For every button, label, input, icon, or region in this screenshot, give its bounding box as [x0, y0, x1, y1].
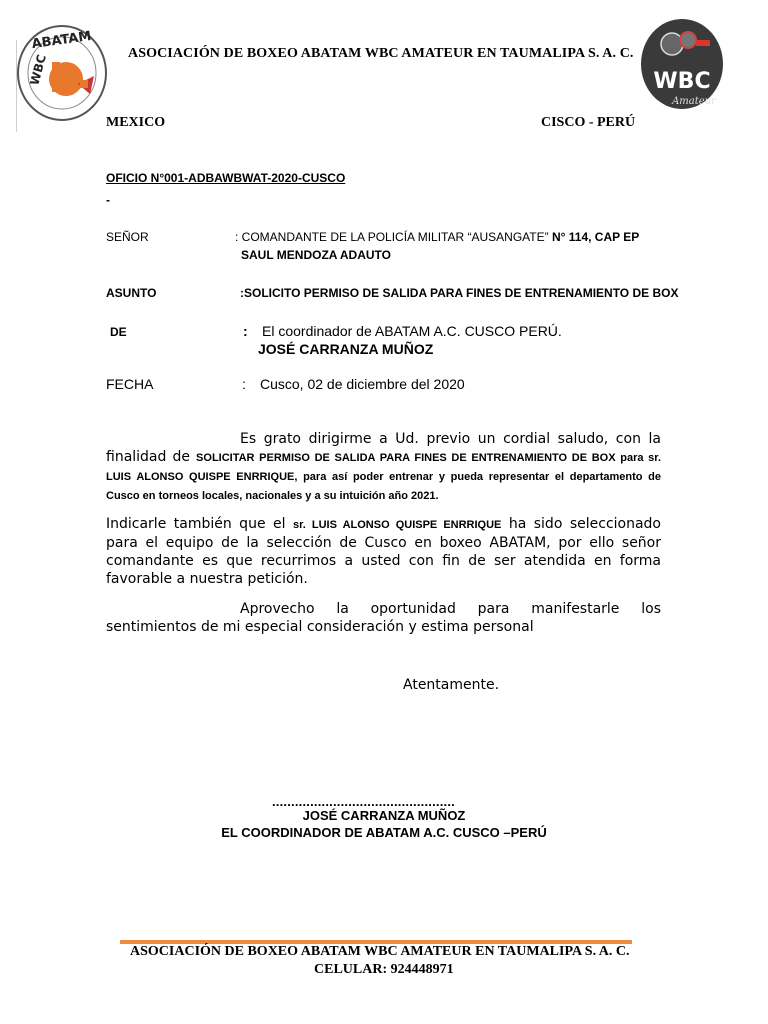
footer-line-2: CELULAR: 924448971	[314, 962, 454, 977]
fecha-value: Cusco, 02 de diciembre del 2020	[260, 376, 465, 392]
header-title: ASOCIACIÓN DE BOXEO ABATAM WBC AMATEUR EN TAUMALIPA S. A. C.	[128, 46, 634, 61]
signature-line: ................................................	[272, 794, 455, 809]
oficio-number: OFICIO N°001-ADBAWBWAT-2020-CUSCO	[106, 171, 346, 185]
de-value-name: JOSÉ CARRANZA MUÑOZ	[258, 341, 434, 357]
senor-value-bold: N° 114, CAP EP	[551, 230, 640, 244]
abatam-logo	[16, 24, 108, 122]
body-paragraph-2-text-b: ha sido seleccionado para el equipo de la selección de Cusco en boxeo ABATAM, por ello señor comandante es que recurrimos a usted con fin de ser atendida en forma favorable a nuestra petición.	[106, 516, 661, 587]
body-paragraph-2-text-a: Indicarle también que el	[106, 516, 293, 532]
de-value-line: El coordinador de ABATAM A.C. CUSCO PERÚ.	[262, 323, 562, 339]
signature-name: JOSÉ CARRANZA MUÑOZ	[302, 808, 466, 823]
body-paragraph-2	[106, 515, 661, 588]
fecha-colon: :	[242, 376, 246, 392]
fecha-label: FECHA	[106, 376, 154, 392]
dash-mark: -	[106, 193, 110, 207]
body-paragraph-1	[106, 430, 661, 505]
senor-value-name: SAUL MENDOZA ADAUTO	[241, 248, 391, 262]
closing: Atentamente.	[403, 677, 500, 693]
logo-text: WBC	[653, 69, 711, 94]
senor-label: SEÑOR	[106, 230, 149, 244]
body-paragraph-2-bold: sr. LUIS ALONSO QUISPE ENRRIQUE	[292, 519, 502, 531]
de-label: DE	[110, 325, 127, 339]
senor-value	[235, 230, 639, 244]
logo-sub-text: Amateur	[672, 96, 716, 107]
body-paragraph-1-text: Es grato dirigirme a Ud. previo un cordial saludo, con la finalidad de	[106, 431, 661, 465]
body-paragraph-1-bold: SOLICITAR PERMISO DE SALIDA PARA FINES DE ENTRENAMIENTO DE BOX para sr. LUIS ALONSO QUISPE ENRRIQUE, para así poder entrenar y pueda representar el departamento de Cusco en torneos locales, nacionales y a su intuición año 2021.	[106, 452, 662, 502]
footer-line-1: ASOCIACIÓN DE BOXEO ABATAM WBC AMATEUR EN TAUMALIPA S. A. C.	[130, 944, 630, 959]
asunto-value: :SOLICITO PERMISO DE SALIDA PARA FINES DE ENTRENAMIENTO DE BOX	[240, 286, 679, 300]
place-left: MEXICO	[106, 115, 166, 130]
de-colon: :	[243, 323, 248, 339]
body-paragraph-3: Aprovecho la oportunidad para manifestarle los sentimientos de mi especial consideración y estima personal	[106, 601, 661, 635]
logo-text: ABATAM	[30, 28, 93, 53]
wbc-amateur-logo	[640, 18, 724, 110]
logo-sub-text: WBC	[27, 53, 49, 87]
place-right: CISCO - PERÚ	[541, 115, 636, 130]
signature-role: EL COORDINADOR DE ABATAM A.C. CUSCO –PERÚ	[221, 825, 547, 840]
asunto-label: ASUNTO	[106, 286, 157, 300]
senor-value-text: : COMANDANTE DE LA POLICÍA MILITAR “AUSANGATE”	[235, 230, 552, 244]
